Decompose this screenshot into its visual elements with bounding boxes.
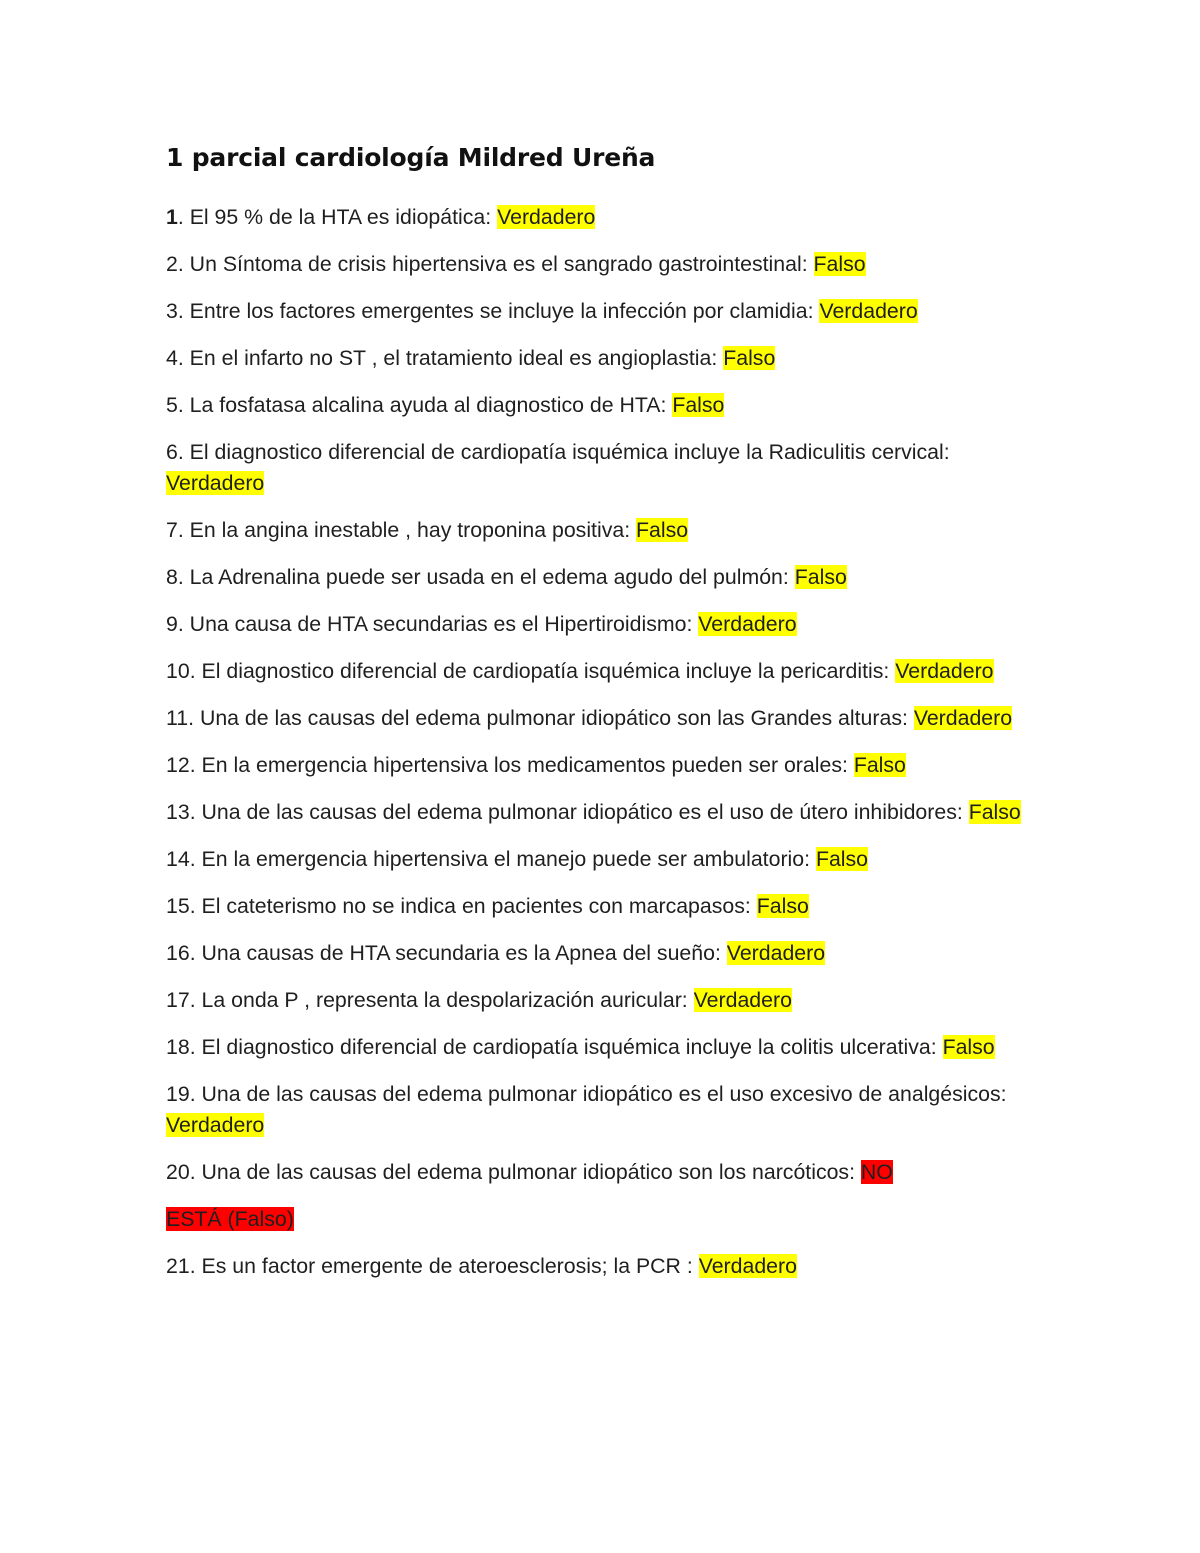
question-text: El cateterismo no se indica en pacientes con marcapasos:: [195, 894, 757, 918]
question-number: 8.: [166, 565, 184, 589]
question-text: Es un factor emergente de ateroesclerosis; la PCR :: [195, 1254, 699, 1278]
question-number: 5.: [166, 393, 184, 417]
question-number: 20.: [166, 1160, 196, 1184]
question-text: . El 95 % de la HTA es idiopática:: [177, 205, 498, 229]
question-number: 2.: [166, 252, 184, 276]
question-text: Entre los factores emergentes se incluye la infección por clamidia:: [183, 299, 820, 323]
question-text: El diagnostico diferencial de cardiopatía isquémica incluye la Radiculitis cervical:: [183, 440, 950, 464]
question-text: En el infarto no ST , el tratamiento ideal es angioplastia:: [183, 346, 724, 370]
answer-highlight: Verdadero: [913, 706, 1013, 730]
question-6: [166, 437, 1046, 499]
question-number: 19.: [166, 1082, 196, 1106]
question-13: [166, 797, 1046, 828]
question-17: [166, 985, 1046, 1016]
question-text: Una causas de HTA secundaria es la Apnea del sueño:: [195, 941, 727, 965]
answer-highlight: Falso: [815, 847, 869, 871]
answer-highlight: Verdadero: [497, 205, 596, 229]
answer-highlight: Falso: [794, 565, 847, 589]
question-14: [166, 844, 1046, 875]
answer-highlight: Falso: [968, 800, 1021, 824]
question-number: 11.: [166, 706, 195, 730]
answer-highlight: Falso: [672, 393, 725, 417]
answer-highlight: Verdadero: [698, 1254, 797, 1278]
answer-highlight: Verdadero: [726, 941, 826, 965]
answer-highlight: Verdadero: [693, 988, 792, 1012]
question-9: [166, 609, 1046, 640]
question-20-continued: [166, 1204, 1046, 1235]
answer-highlight: Verdadero: [166, 471, 265, 495]
question-8: [166, 562, 1046, 593]
answer-highlight-red: NO: [860, 1160, 893, 1184]
question-10: [166, 656, 1046, 687]
question-text: El diagnostico diferencial de cardiopatía isquémica incluye la colitis ulcerativa:: [195, 1035, 943, 1059]
question-text: Una de las causas del edema pulmonar idiopático es el uso excesivo de analgésicos:: [195, 1082, 1007, 1106]
answer-highlight: Verdadero: [895, 659, 994, 683]
question-text: El diagnostico diferencial de cardiopatía isquémica incluye la pericarditis:: [195, 659, 896, 683]
question-11: [166, 703, 1046, 734]
question-number: 18.: [166, 1035, 196, 1059]
question-text: Una de las causas del edema pulmonar idiopático es el uso de útero inhibidores:: [195, 800, 969, 824]
answer-highlight: Falso: [723, 346, 776, 370]
question-text: La onda P , representa la despolarización auricular:: [195, 988, 694, 1012]
answer-highlight: Falso: [756, 894, 809, 918]
question-text: En la emergencia hipertensiva el manejo puede ser ambulatorio:: [195, 847, 816, 871]
answer-highlight: Falso: [636, 518, 689, 542]
question-number: 14.: [166, 847, 196, 871]
document-page: [166, 140, 1046, 1298]
question-1: [166, 202, 1046, 233]
question-20: [166, 1157, 1046, 1188]
question-number: 15.: [166, 894, 196, 918]
question-text: En la emergencia hipertensiva los medicamentos pueden ser orales:: [195, 753, 854, 777]
question-number: 7.: [166, 518, 184, 542]
question-15: [166, 891, 1046, 922]
question-number: 13.: [166, 800, 196, 824]
question-text: Una causa de HTA secundarias es el Hipertiroidismo:: [183, 612, 699, 636]
question-number: 1: [166, 205, 178, 229]
question-19: [166, 1079, 1046, 1141]
answer-highlight-red: ESTÁ (Falso): [166, 1207, 294, 1231]
answer-highlight: Verdadero: [166, 1113, 265, 1137]
answer-highlight: Verdadero: [698, 612, 797, 636]
question-3: [166, 296, 1046, 327]
question-text: Un Síntoma de crisis hipertensiva es el sangrado gastrointestinal:: [183, 252, 814, 276]
question-number: 6.: [166, 440, 184, 464]
question-text: Una de las causas del edema pulmonar idiopático son los narcóticos:: [195, 1160, 861, 1184]
question-number: 16.: [166, 941, 196, 965]
question-text: La Adrenalina puede ser usada en el edema agudo del pulmón:: [183, 565, 795, 589]
question-number: 10.: [166, 659, 196, 683]
question-21: [166, 1251, 1046, 1282]
question-text: La fosfatasa alcalina ayuda al diagnostico de HTA:: [183, 393, 673, 417]
answer-highlight: Falso: [853, 753, 906, 777]
question-18: [166, 1032, 1046, 1063]
answer-highlight: Falso: [813, 252, 866, 276]
question-text: Una de las causas del edema pulmonar idiopático son las Grandes alturas:: [194, 706, 914, 730]
question-number: 12.: [166, 753, 196, 777]
question-number: 4.: [166, 346, 184, 370]
question-12: [166, 750, 1046, 781]
question-2: [166, 249, 1046, 280]
question-16: [166, 938, 1046, 969]
question-number: 3.: [166, 299, 184, 323]
question-number: 9.: [166, 612, 184, 636]
question-number: 21.: [166, 1254, 196, 1278]
answer-highlight: Verdadero: [819, 299, 918, 323]
answer-highlight: Falso: [942, 1035, 995, 1059]
question-text: En la angina inestable , hay troponina positiva:: [183, 518, 637, 542]
question-4: [166, 343, 1046, 374]
question-7: [166, 515, 1046, 546]
document-title: 1 parcial cardiología Mildred Ureña: [166, 143, 656, 172]
question-number: 17.: [166, 988, 196, 1012]
question-5: [166, 390, 1046, 421]
